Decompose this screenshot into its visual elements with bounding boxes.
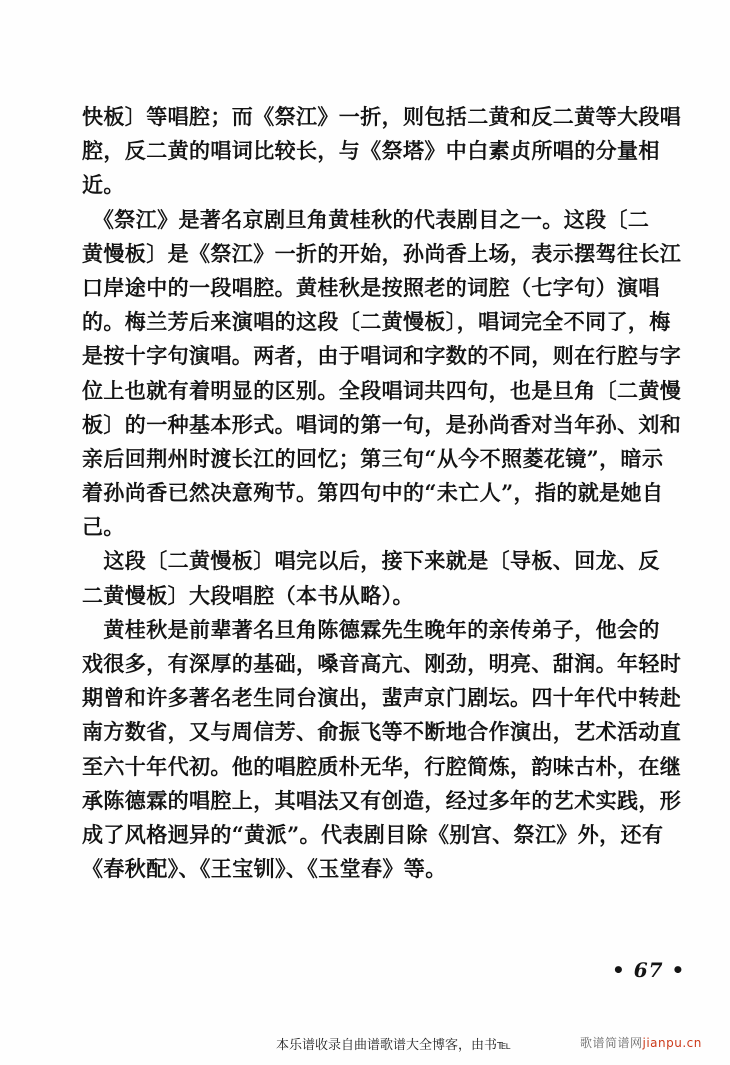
watermark-url: jianpu.cn (642, 1036, 702, 1050)
footer-watermark (580, 1034, 702, 1051)
body-text (82, 100, 682, 886)
text-line: 是按十字句演唱。两者，由于唱词和字数的不同，则在行腔与字 (82, 343, 682, 369)
text-line: 己。 (82, 514, 125, 540)
text-line: 黄慢板〕是《祭江》一折的开始，孙尚香上场，表示摆驾往长江 (82, 240, 682, 266)
text-line: 口岸途中的一段唱腔。黄桂秋是按照老的词腔（七字句）演唱 (82, 274, 660, 300)
text-line: 至六十年代初。他的唱腔质朴无华，行腔简炼，韵味古朴，在继 (82, 753, 682, 779)
text-line: 黄桂秋是前辈著名旦角陈德霖先生晚年的亲传弟子，他会的 (82, 616, 660, 642)
paragraph (82, 203, 682, 545)
text-line: 快板〕等唱腔；而《祭江》一折，则包括二黄和反二黄等大段唱 (82, 104, 682, 129)
text-line: 戏很多，有深厚的基础，嗓音高亢、刚劲，明亮、甜润。年轻时 (82, 651, 682, 676)
text-line: 二黄慢板〕大段唱腔（本书从略）。 (82, 582, 414, 608)
text-line: 板〕的一种基本形式。唱词的第一句，是孙尚香对当年孙、刘和 (82, 411, 682, 437)
text-line: 南方数省，又与周信芳、俞振飞等不断地合作演出，艺术活动直 (82, 719, 682, 745)
watermark-name: 歌谱简谱网 (580, 1036, 643, 1050)
text-line: 亲后回荆州时渡长江的回忆；第三句“从今不照菱花镜”，暗示 (82, 445, 664, 471)
text-line: 《祭江》是著名京剧旦角黄桂秋的代表剧目之一。这段〔二 (82, 206, 650, 232)
text-line: 的。梅兰芳后来演唱的这段〔二黄慢板〕，唱词完全不同了，梅 (82, 309, 671, 335)
text-line: 成了风格迥异的“黄派”。代表剧目除《别宫、祭江》外，还有 (82, 821, 664, 847)
text-line: 承陈德霖的唱腔上，其唱法又有创造，经过多年的艺术实践，形 (82, 787, 682, 813)
text-line: 着孙尚香已然决意殉节。第四句中的“未亡人”，指的就是她自 (82, 480, 664, 506)
text-line: 期曾和许多著名老生同台演出，蜚声京门剧坛。四十年代中转赴 (82, 685, 682, 711)
text-line: 近。 (82, 172, 125, 198)
text-line: 位上也就有着明显的区别。全段唱词共四句，也是旦角〔二黄慢 (82, 377, 682, 403)
paragraph (82, 613, 682, 887)
page-number: • 67 • (612, 958, 686, 982)
text-line: 这段〔二黄慢板〕唱完以后，接下来就是〔导板、回龙、反 (82, 548, 660, 574)
text-line: 《春秋配》、《王宝钏》、《玉堂春》等。 (82, 856, 447, 882)
text-line: 腔，反二黄的唱词比较长，与《祭塔》中白素贞所唱的分量相 (82, 138, 660, 164)
paragraph (82, 100, 682, 203)
paragraph (82, 544, 672, 612)
footer-notice: 本乐谱收录自曲谱歌谱大全博客，由书℡ (276, 1038, 511, 1053)
